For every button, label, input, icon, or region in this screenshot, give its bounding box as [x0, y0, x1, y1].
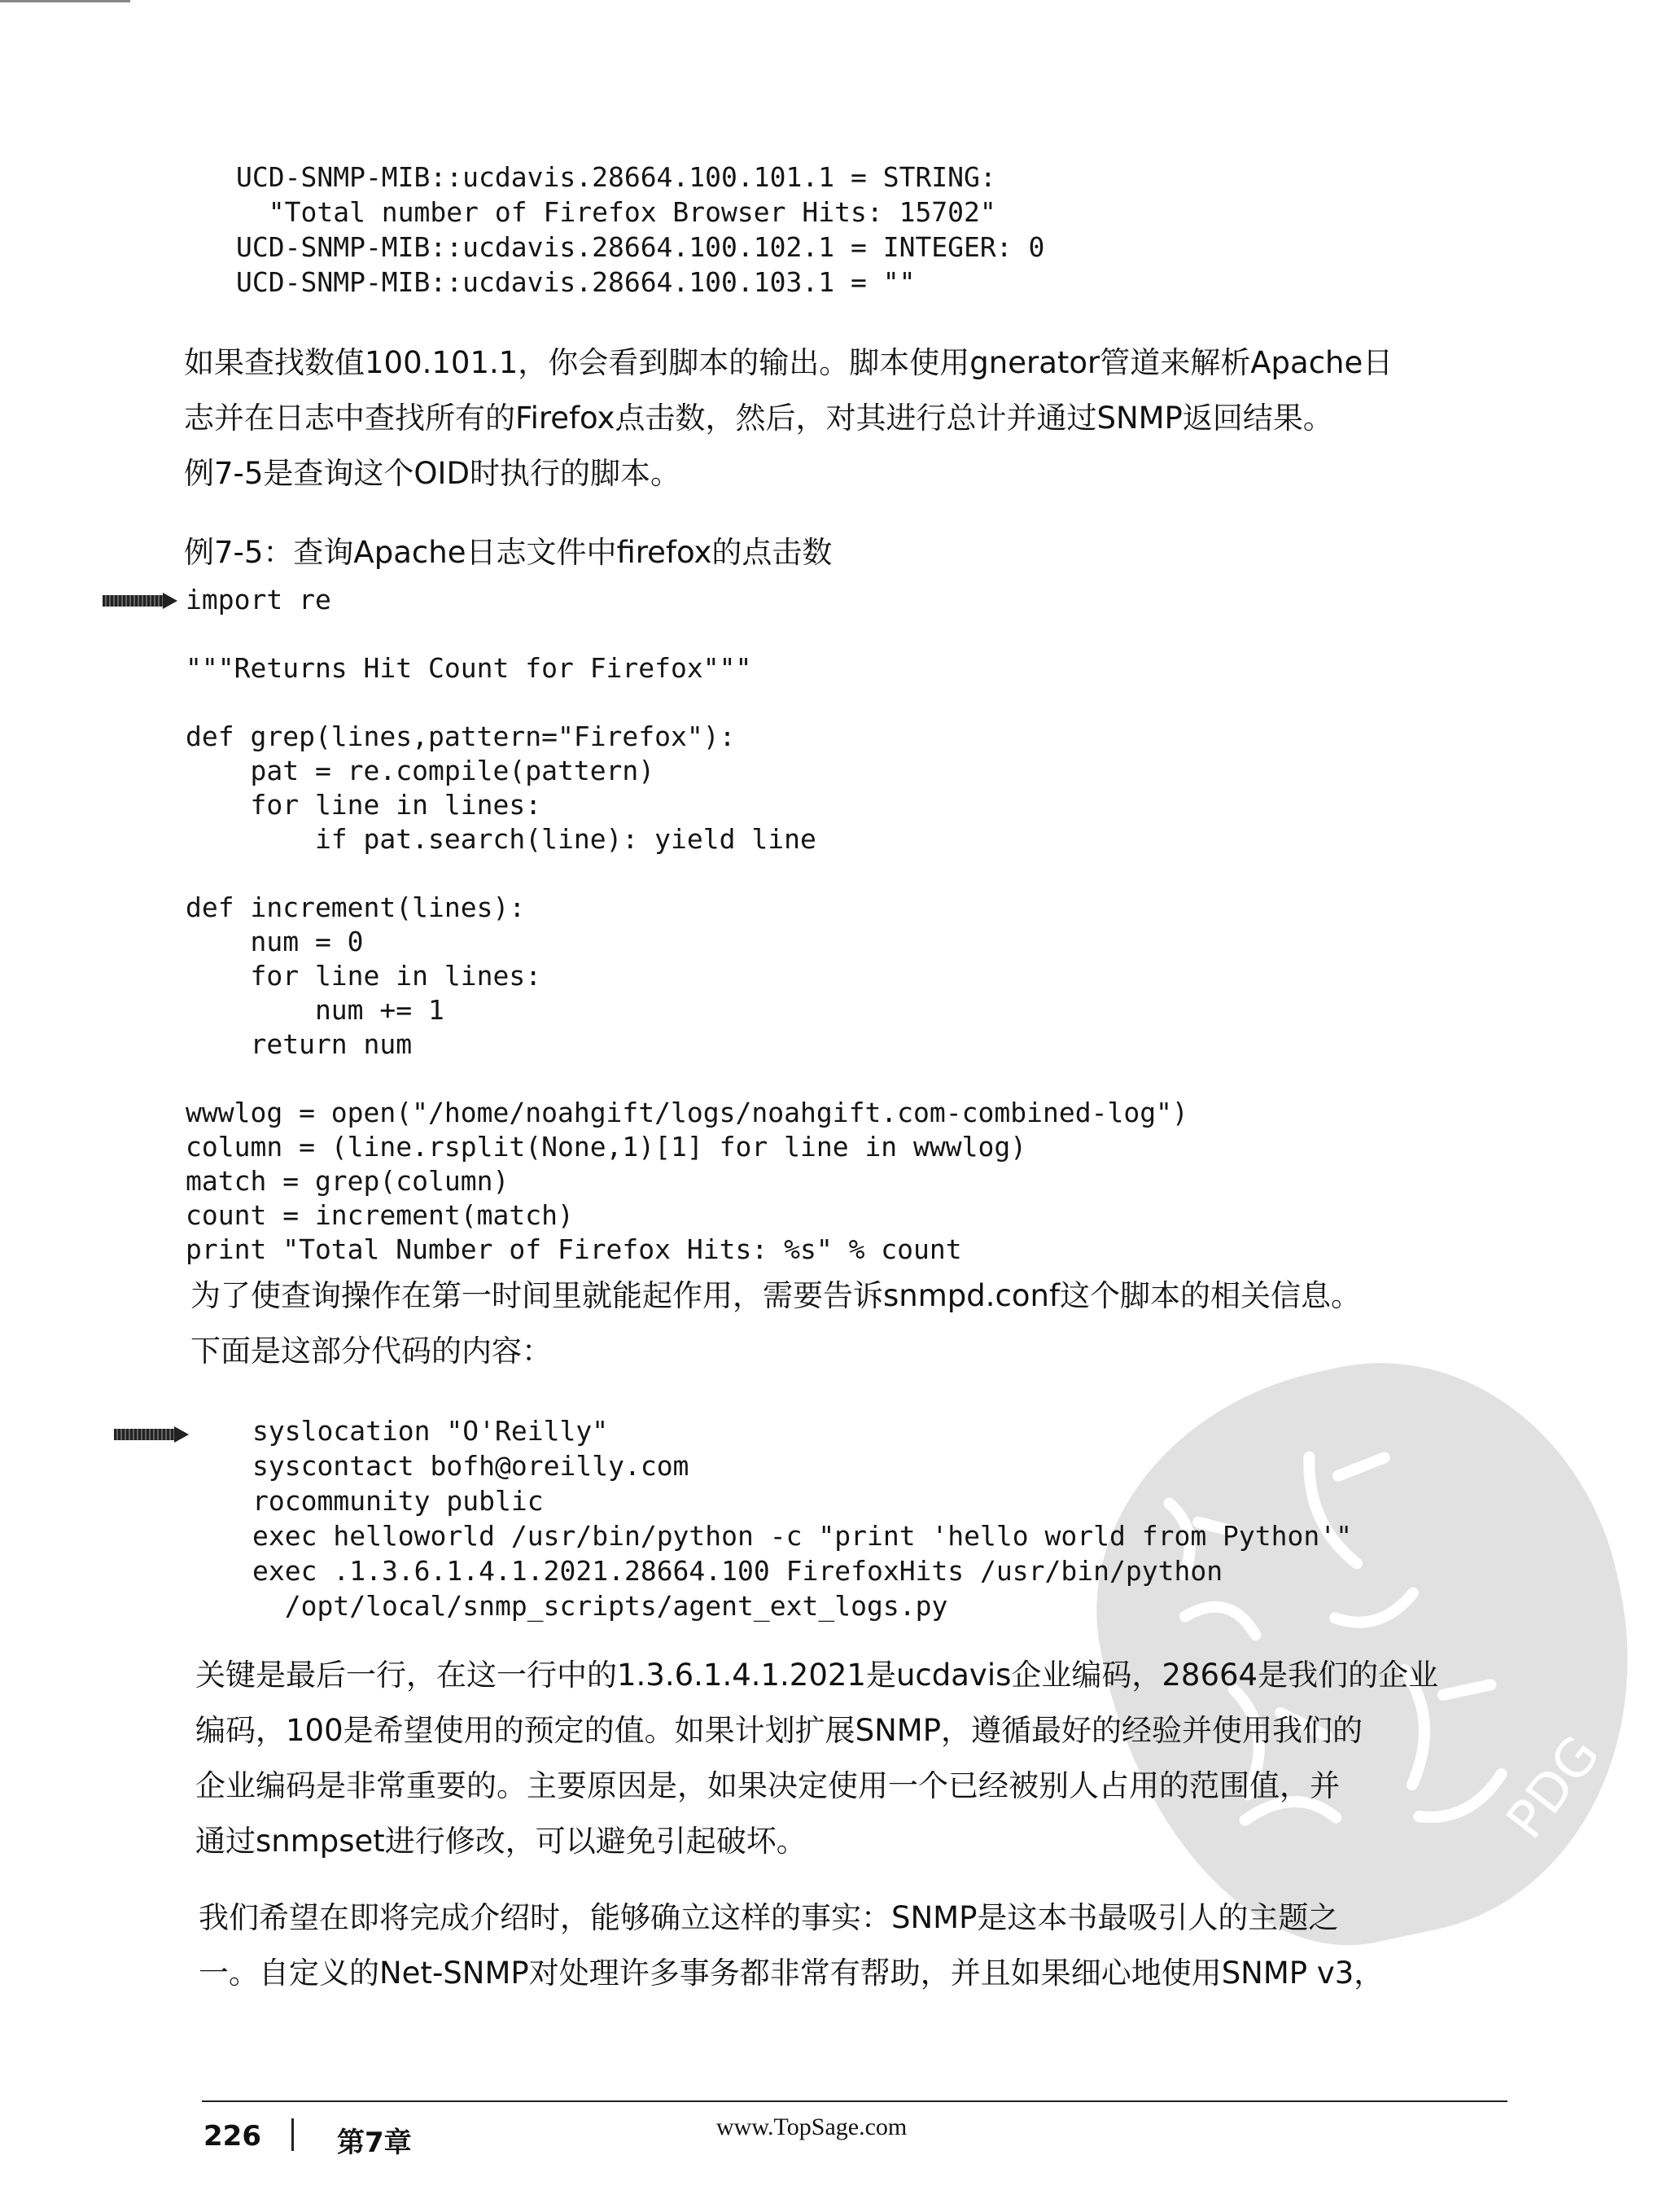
paragraph-line: 为了使查询操作在第一时间里就能起作用，需要告诉snmpd.conf这个脚本的相关信息。 — [190, 1278, 1361, 1313]
footer-separator — [291, 2118, 294, 2151]
key-paragraph — [195, 1648, 1547, 1869]
watermark-text: PDG — [1495, 1724, 1612, 1851]
paragraph-line: 一。自定义的Net-SNMP对处理许多事务都非常有帮助，并且如果细心地使用SNMP v3， — [199, 1956, 1385, 1991]
code-line: return num — [186, 1028, 413, 1060]
code-line: if pat.search(line): yield line — [186, 823, 816, 855]
website-url: www.TopSage.com — [716, 2113, 908, 2140]
code-line: wwwlog = open("/home/noahgift/logs/noahgift.com-combined-log") — [186, 1097, 1188, 1128]
code-line: UCD-SNMP-MIB::ucdavis.28664.100.103.1 = "" — [236, 266, 916, 298]
closing-paragraph — [199, 1890, 1550, 2001]
snmpd-conf-block — [252, 1413, 1352, 1623]
arrow-marker-icon — [103, 593, 177, 609]
code-line: num += 1 — [186, 994, 444, 1026]
code-line: def increment(lines): — [186, 891, 526, 923]
paragraph-line: 通过snmpset进行修改，可以避免引起破坏。 — [195, 1824, 807, 1859]
code-line: for line in lines: — [186, 789, 542, 821]
paragraph-line: 我们希望在即将完成介绍时，能够确立这样的事实：SNMP是这本书最吸引人的主题之 — [199, 1900, 1339, 1935]
page-number: 226 — [203, 2120, 261, 2153]
code-line: """Returns Hit Count for Firefox""" — [186, 652, 752, 684]
chapter-label: 第7章 — [337, 2127, 412, 2159]
code-line: print "Total Number of Firefox Hits: %s" % count — [186, 1233, 962, 1265]
code-line: pat = re.compile(pattern) — [186, 755, 655, 786]
code-line: rocommunity public — [252, 1485, 544, 1517]
paragraph-line: 如果查找数值100.101.1，你会看到脚本的输出。脚本使用gnerator管道来解析Apache日 — [184, 345, 1394, 380]
code-line: /opt/local/snmp_scripts/agent_ext_logs.py — [252, 1590, 948, 1622]
code-line: UCD-SNMP-MIB::ucdavis.28664.100.102.1 = INTEGER: 0 — [236, 231, 1045, 263]
script-code-block — [186, 583, 1188, 1267]
example-caption: 例7-5：查询Apache日志文件中firefox的点击数 — [184, 535, 833, 570]
intro-paragraph — [184, 335, 1535, 502]
code-line: match = grep(column) — [186, 1165, 510, 1197]
code-line: for line in lines: — [186, 960, 542, 992]
code-line: column = (line.rsplit(None,1)[1] for line in wwwlog) — [186, 1131, 1027, 1163]
top-edge-rule — [0, 0, 130, 2]
code-line: import re — [186, 584, 331, 615]
paragraph-line: 企业编码是非常重要的。主要原因是，如果决定使用一个已经被别人占用的范围值，并 — [195, 1768, 1340, 1803]
code-line: syslocation "O'Reilly" — [252, 1415, 609, 1447]
code-line: syscontact bofh@oreilly.com — [252, 1450, 689, 1482]
code-line: "Total number of Firefox Browser Hits: 15702" — [236, 196, 996, 228]
code-line: count = increment(match) — [186, 1199, 574, 1231]
code-line: exec .1.3.6.1.4.1.2021.28664.100 FirefoxHits /usr/bin/python — [252, 1555, 1223, 1587]
code-line: UCD-SNMP-MIB::ucdavis.28664.100.101.1 = STRING: — [236, 161, 996, 193]
paragraph-line: 下面是这部分代码的内容： — [190, 1334, 552, 1369]
snmp-output-block — [236, 160, 1044, 300]
code-line: exec helloworld /usr/bin/python -c "print 'hello world from Python'" — [252, 1520, 1353, 1552]
paragraph-line: 编码，100是希望使用的预定的值。如果计划扩展SNMP，遵循最好的经验并使用我们的 — [195, 1713, 1363, 1748]
paragraph-line: 关键是最后一行，在这一行中的1.3.6.1.4.1.2021是ucdavis企业编码，28664是我们的企业 — [195, 1658, 1439, 1693]
config-paragraph — [190, 1268, 1542, 1379]
paragraph-line: 志并在日志中查找所有的Firefox点击数，然后，对其进行总计并通过SNMP返回结果。 — [184, 401, 1333, 436]
code-line: def grep(lines,pattern="Firefox"): — [186, 721, 736, 752]
arrow-marker-icon — [114, 1426, 189, 1443]
code-line: num = 0 — [186, 926, 364, 957]
footer-rule — [202, 2100, 1507, 2102]
paragraph-line: 例7-5是查询这个OID时执行的脚本。 — [184, 456, 680, 491]
